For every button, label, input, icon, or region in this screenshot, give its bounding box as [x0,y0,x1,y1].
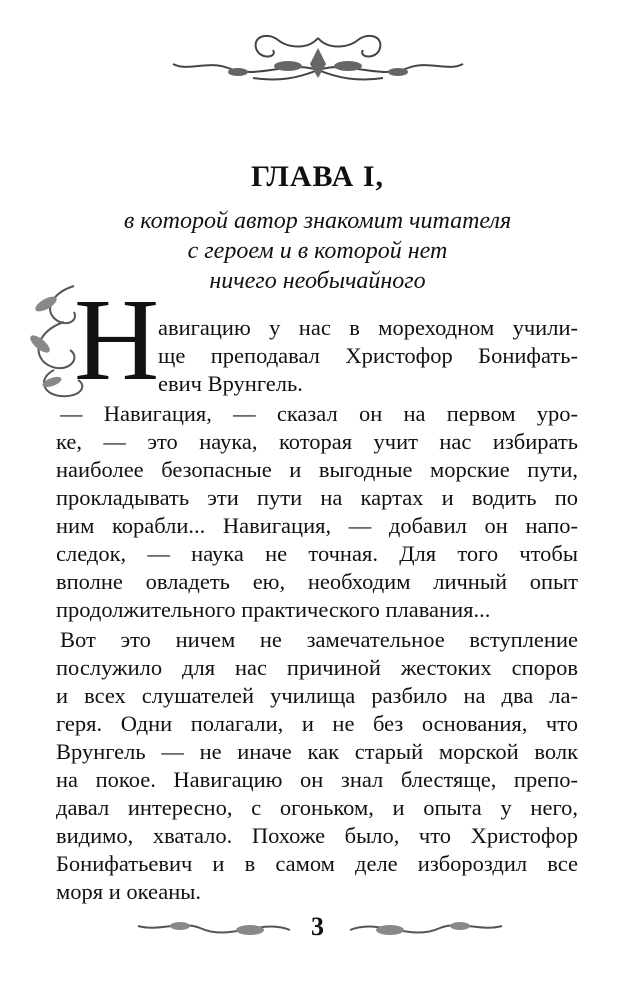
text-line: ще преподавал Христофор Бонифать- [158,343,578,368]
subtitle-line: ничего необычайного [209,268,426,294]
text-line: Врунгель — не иначе как старый морской волк [56,739,578,764]
page-number: 3 [311,912,324,941]
text-line: — Навигация, — сказал он на первом уро- [60,401,578,426]
text-line: на покое. Навигацию он знал блестяще, препо- [56,767,578,792]
subtitle-line: с героем и в которой нет [187,238,448,264]
text-line: ке, — это наука, которая учит нас избирать [56,429,578,454]
text-line: евич Врунгель. [158,371,303,396]
text-line: авигацию у нас в мореходном учили- [158,315,578,340]
text-line: видимо, хватало. Похоже было, что Христофор [56,823,578,848]
text-line: давал интересно, с огоньком, и опыта у него, [56,795,578,820]
text-line: следок, — наука не точная. Для того чтобы [56,541,578,566]
text-line: Вот это ничем не замечательное вступление [60,627,578,652]
text-line: геря. Одни полагали, и не без основания, что [56,711,578,736]
top-ornament-icon [168,30,468,88]
text-line: продолжительного практического плавания... [56,597,491,622]
text-line: послужило для нас причиной жестоких споров [56,655,578,680]
subtitle-line: в которой автор знакомит читателя [123,208,512,234]
chapter-title: ГЛАВА I, [250,160,385,193]
drop-cap: Н [74,274,160,405]
text-line: и всех слушателей училища разбило на два ла- [56,683,578,708]
text-line: прокладывать эти пути на картах и водить по [56,485,578,510]
text-line: ним корабли... Навигация, — добавил он напо- [56,513,578,538]
text-line: моря и океаны. [56,879,202,904]
text-line: вполне овладеть ею, необходим личный опыт [56,569,578,594]
text-line: наиболее безопасные и выгодные морские пути, [56,457,578,482]
text-line: Бонифатьевич и в самом деле избороздил все [56,851,578,876]
